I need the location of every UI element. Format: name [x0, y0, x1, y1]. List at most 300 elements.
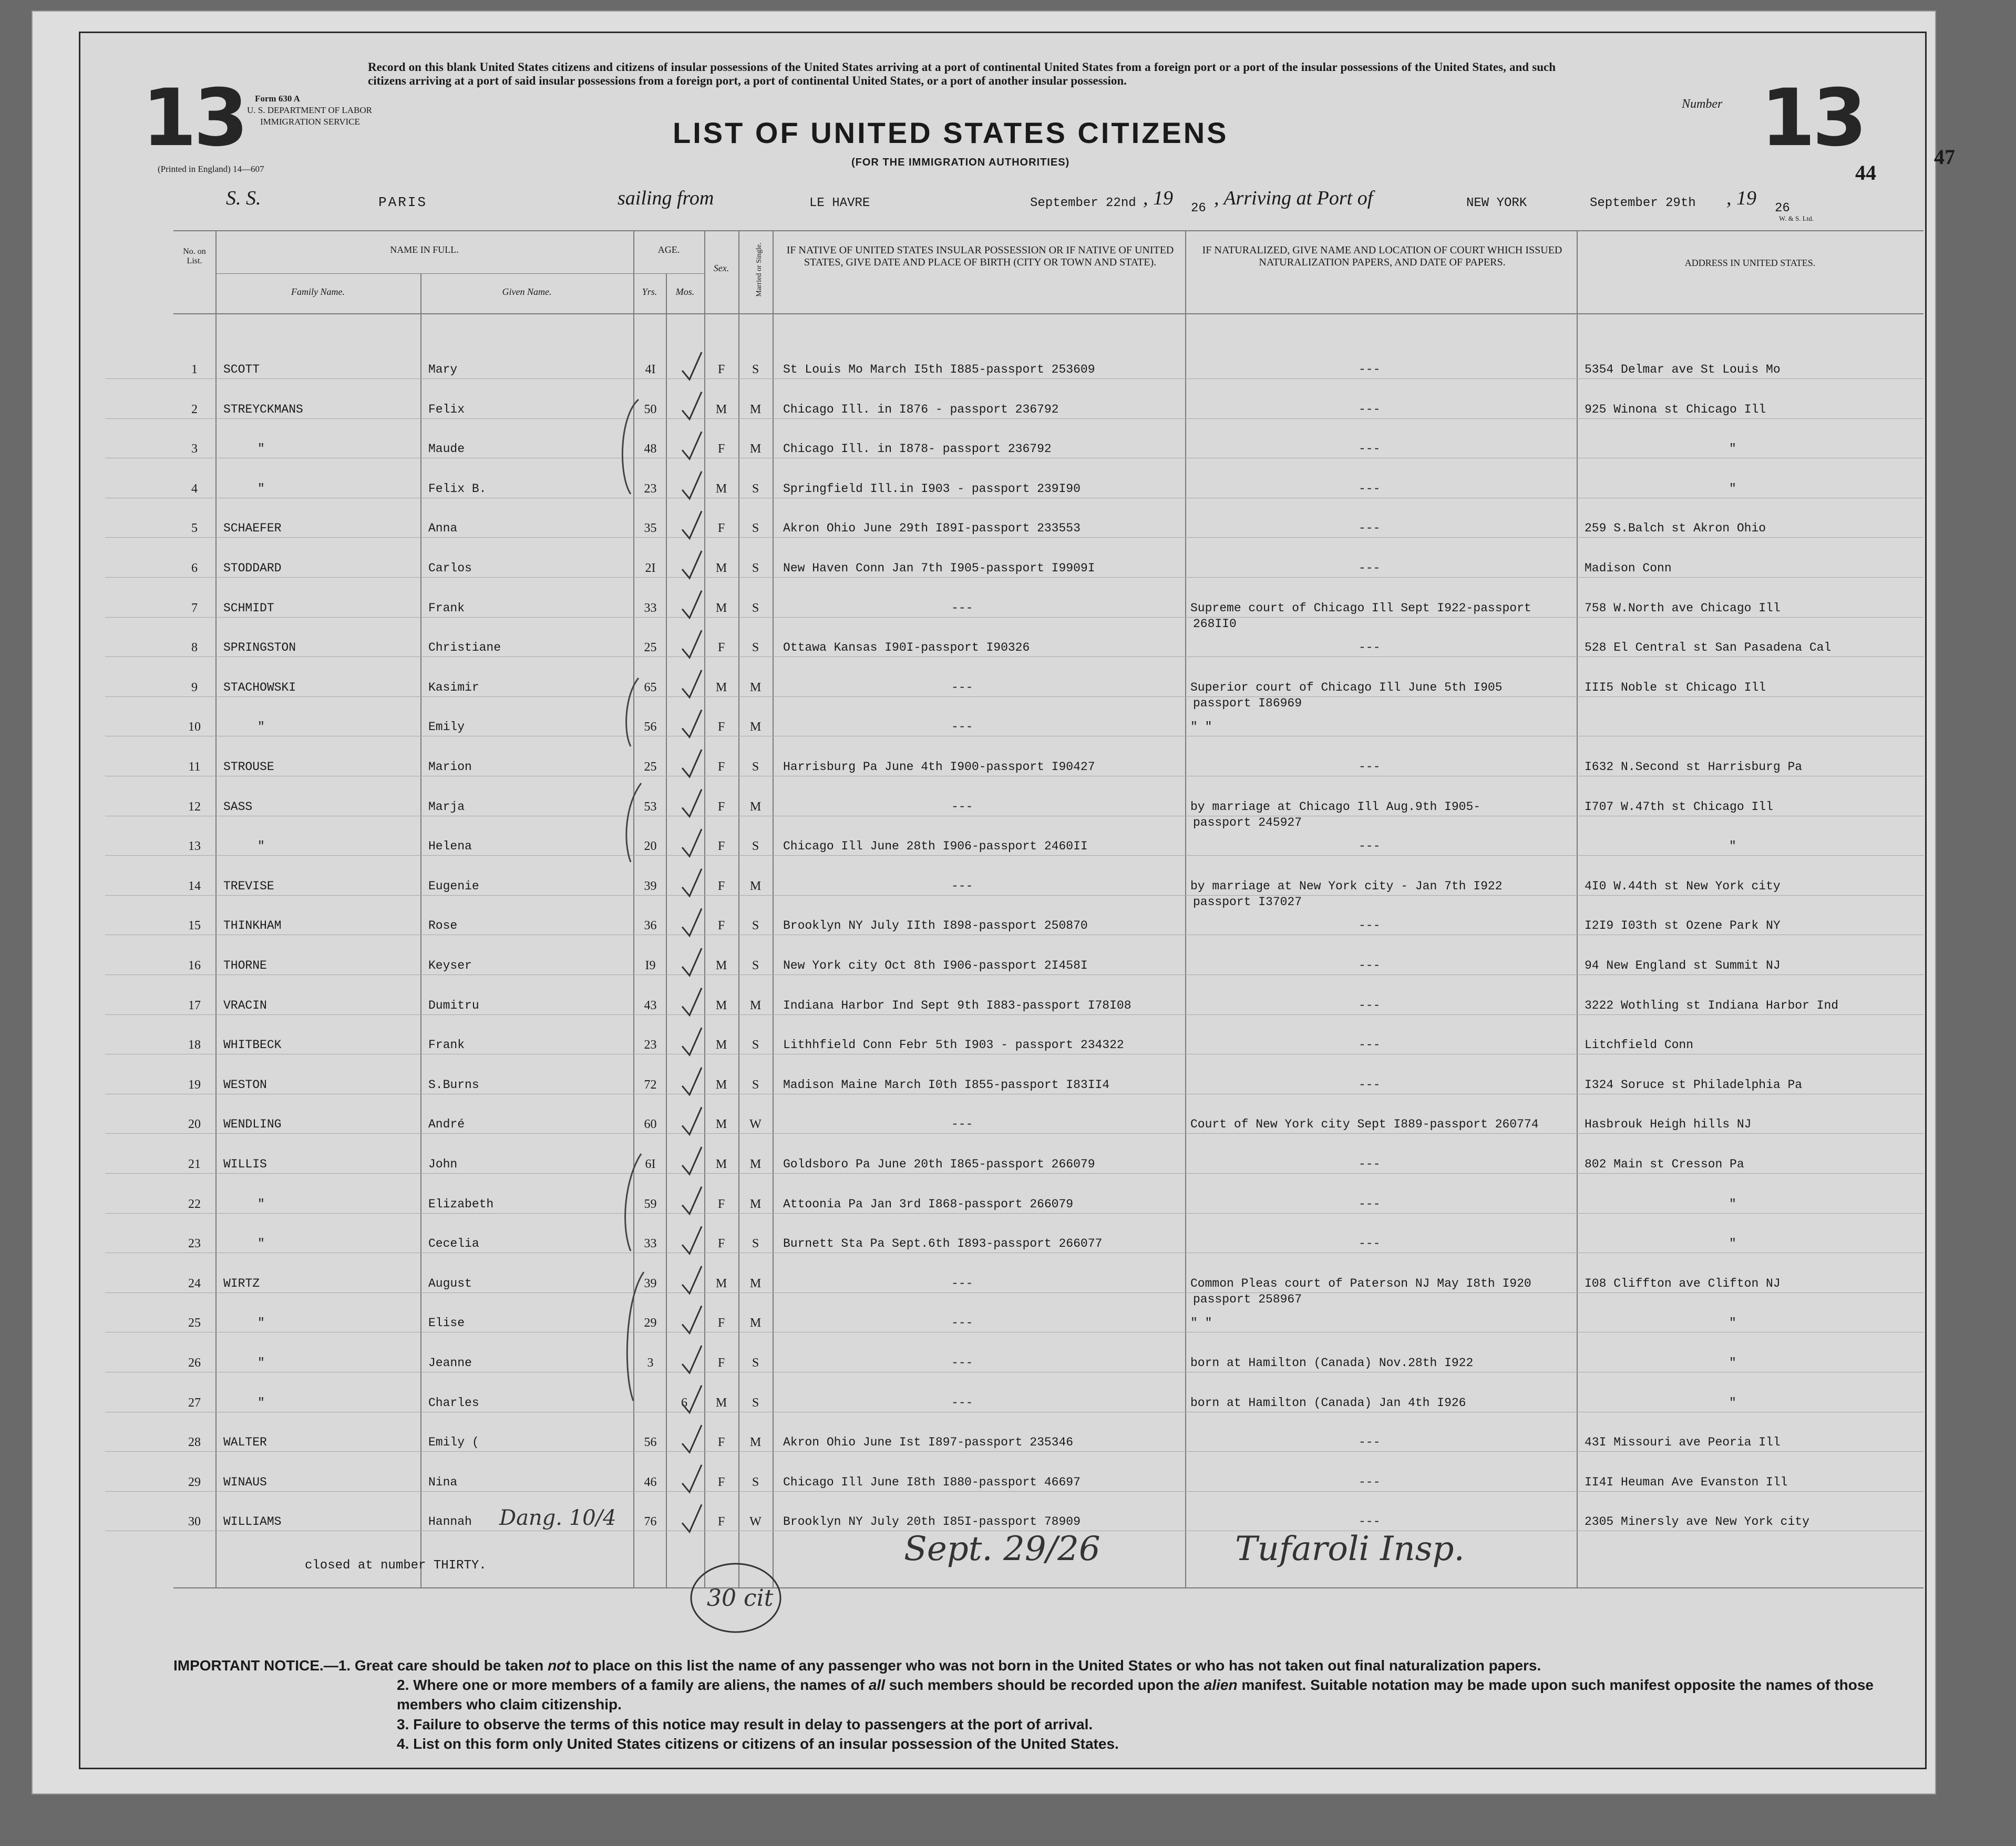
cell-yrs: 6I — [645, 1157, 656, 1171]
cell-no: 17 — [188, 998, 201, 1012]
cell-given: Elizabeth — [428, 1197, 494, 1211]
check-mark — [682, 988, 702, 1016]
cell-family: TREVISE — [223, 879, 274, 893]
cell-addr: I707 W.47th st Chicago Ill — [1585, 799, 1773, 814]
cell-addr: " — [1729, 1356, 1736, 1370]
cell-sex: M — [715, 1276, 727, 1290]
cell-addr: II4I Heuman Ave Evanston Ill — [1585, 1475, 1788, 1489]
cell-nat1: " " — [1190, 1316, 1212, 1330]
cell-addr: Hasbrouk Heigh hills NJ — [1585, 1117, 1752, 1132]
cell-ms: M — [749, 799, 762, 814]
cell-family: STREYCKMANS — [223, 402, 303, 416]
cell-addr: " — [1729, 1316, 1736, 1330]
cell-sex: F — [717, 919, 725, 933]
cell-sex: F — [717, 1515, 725, 1529]
cell-addr: 43I Missouri ave Peoria Ill — [1585, 1435, 1781, 1450]
cell-given: Felix — [428, 402, 465, 416]
cell-given: Emily — [428, 720, 465, 734]
important-notice — [173, 1656, 1924, 1753]
cell-nat1: Common Pleas court of Paterson NJ May I8th I920 — [1190, 1276, 1531, 1290]
cell-family: SPRINGSTON — [223, 641, 296, 655]
cell-no: 25 — [188, 1316, 201, 1330]
cell-sex: F — [717, 879, 725, 893]
cell-native: Madison Maine March I0th I855-passport I83II4 — [783, 1078, 1110, 1092]
col-header-sex: Sex. — [713, 263, 729, 273]
cell-addr: " — [1729, 481, 1736, 496]
cell-addr: 259 S.Balch st Akron Ohio — [1585, 521, 1766, 536]
cell-given: Nina — [428, 1475, 458, 1489]
cell-nat1: --- — [1359, 1157, 1381, 1171]
cell-given: S.Burns — [428, 1078, 479, 1092]
form-number-left: 13 — [142, 73, 245, 164]
check-mark — [682, 1187, 702, 1214]
cell-yrs: 36 — [644, 919, 657, 933]
cell-nat1: --- — [1359, 1038, 1381, 1052]
cell-sex: F — [717, 799, 725, 814]
cell-no: 1 — [191, 363, 198, 376]
cell-nat1: --- — [1359, 1237, 1381, 1251]
cell-family: THINKHAM — [223, 919, 282, 933]
cell-addr: " — [1729, 839, 1736, 854]
check-mark — [682, 908, 702, 936]
cell-sex: M — [715, 481, 727, 496]
cell-given: Keyser — [428, 959, 472, 972]
cell-family: SCHAEFER — [223, 521, 282, 536]
col-header-mos: Mos. — [675, 286, 695, 297]
check-mark — [682, 869, 702, 896]
cell-yrs: 33 — [644, 1237, 657, 1251]
cell-native: --- — [951, 799, 973, 814]
cell-ms: S — [752, 1396, 759, 1410]
cell-given: John — [428, 1157, 458, 1171]
cell-ms: S — [752, 601, 759, 615]
cell-family: THORNE — [223, 959, 267, 972]
cell-sex: F — [717, 1197, 725, 1211]
cell-no: 5 — [191, 521, 198, 536]
cell-family: " — [258, 442, 265, 456]
cell-no: 19 — [188, 1078, 201, 1092]
col-header-yrs: Yrs. — [642, 286, 657, 297]
cell-sex: F — [717, 641, 725, 655]
cell-family: SASS — [223, 799, 253, 814]
year-prefix-2: , 19 — [1726, 187, 1756, 209]
cell-native: --- — [951, 1356, 973, 1370]
cell-nat2: passport I86969 — [1193, 696, 1302, 710]
cell-yrs: I9 — [645, 959, 656, 972]
notice-2b: all — [868, 1677, 885, 1694]
cell-ms: M — [749, 1435, 762, 1450]
cell-native: Goldsboro Pa June 20th I865-passport 266079 — [783, 1157, 1095, 1171]
cell-yrs: 72 — [644, 1078, 657, 1092]
cell-sex: M — [715, 1157, 727, 1171]
cell-sex: M — [715, 680, 727, 694]
cell-addr: 528 El Central st San Pasadena Cal — [1585, 641, 1832, 655]
notice-1c: to place on this list the name of any passenger who was not born in the United States or who has not taken out final naturalization papers. — [570, 1657, 1541, 1674]
cell-yrs: 29 — [644, 1316, 657, 1330]
cell-addr: Madison Conn — [1585, 561, 1672, 575]
handwritten-date: Sept. 29/26 — [904, 1530, 1100, 1568]
cell-addr: I2I9 I03th st Ozene Park NY — [1585, 919, 1781, 933]
printed-label: (Printed in England) 14—607 — [158, 164, 264, 174]
cell-ms: M — [749, 1316, 762, 1330]
notice-2c: such members should be recorded upon the — [885, 1677, 1204, 1694]
cell-native: Chicago Ill. in I876 - passport 236792 — [783, 402, 1059, 416]
cell-no: 13 — [188, 839, 201, 854]
cell-nat1: --- — [1359, 760, 1381, 774]
cell-ms: S — [752, 1356, 759, 1370]
cell-nat1: --- — [1359, 561, 1381, 575]
handwritten-count: 30 cit — [707, 1585, 774, 1612]
cell-yrs: 25 — [644, 760, 657, 774]
cell-no: 14 — [188, 879, 201, 893]
cell-no: 30 — [188, 1515, 201, 1529]
cell-sex: F — [717, 1316, 725, 1330]
handwritten-note: Dang. 10/4 — [499, 1506, 616, 1530]
cell-given: Maude — [428, 442, 465, 456]
cell-yrs: 43 — [644, 998, 657, 1012]
cell-ms: S — [752, 1475, 759, 1489]
cell-sex: F — [717, 1356, 725, 1370]
cell-no: 29 — [188, 1475, 201, 1489]
cell-nat1: by marriage at New York city - Jan 7th I922 — [1190, 879, 1503, 893]
cell-given: Jeanne — [428, 1356, 472, 1370]
cell-nat1: --- — [1359, 402, 1381, 416]
cell-ms: M — [749, 402, 762, 416]
cell-given: Elise — [428, 1316, 465, 1330]
check-mark — [682, 1425, 702, 1452]
cell-no: 4 — [191, 481, 198, 496]
cell-given: Frank — [428, 1038, 465, 1052]
cell-yrs: 53 — [644, 799, 657, 814]
cell-native: Chicago Ill June 28th I906-passport 2460II — [783, 839, 1088, 854]
cell-no: 7 — [191, 601, 198, 615]
cell-addr: 3222 Wothling st Indiana Harbor Ind — [1585, 998, 1839, 1012]
service-label: IMMIGRATION SERVICE — [260, 117, 360, 127]
cell-ms: W — [749, 1117, 762, 1132]
cell-family: STROUSE — [223, 760, 274, 774]
cell-ms: S — [752, 1078, 759, 1092]
cell-yrs: 23 — [644, 1038, 657, 1052]
cell-ms: S — [752, 839, 759, 854]
sailing-label: sailing from — [618, 187, 714, 209]
check-mark — [682, 511, 702, 538]
col-header-age: AGE. — [657, 244, 680, 255]
cell-sex: M — [715, 959, 727, 972]
cell-family: WILLIAMS — [223, 1515, 282, 1529]
form-title: LIST OF UNITED STATES CITIZENS — [673, 116, 1229, 149]
form-subtitle: (FOR THE IMMIGRATION AUTHORITIES) — [851, 157, 1070, 168]
cell-family: WHITBECK — [223, 1038, 282, 1052]
cell-nat1: --- — [1359, 1078, 1381, 1092]
cell-yrs: 56 — [644, 720, 657, 734]
cell-native: Akron Ohio June Ist I897-passport 235346 — [783, 1435, 1074, 1450]
cell-addr: 2305 Minersly ave New York city — [1585, 1515, 1809, 1529]
cell-nat2: passport 245927 — [1193, 815, 1302, 829]
cell-nat1: --- — [1359, 1475, 1381, 1489]
check-mark — [682, 1465, 702, 1492]
cell-nat1: --- — [1359, 959, 1381, 972]
cell-sex: M — [715, 1078, 727, 1092]
notice-1a: 1. Great care should be taken — [338, 1657, 548, 1674]
cell-addr: 925 Winona st Chicago Ill — [1585, 402, 1766, 416]
cell-no: 18 — [188, 1038, 201, 1052]
cell-family: " — [258, 839, 265, 854]
cell-ms: M — [749, 442, 762, 456]
cell-native: New Haven Conn Jan 7th I905-passport I9909I — [783, 561, 1095, 575]
cell-family: VRACIN — [223, 998, 267, 1012]
cell-yrs: 39 — [644, 1276, 657, 1290]
year-2: 26 — [1775, 201, 1790, 216]
cell-ms: S — [752, 641, 759, 655]
check-mark — [682, 1306, 702, 1333]
cell-addr: 802 Main st Cresson Pa — [1585, 1157, 1744, 1171]
cell-addr: I632 N.Second st Harrisburg Pa — [1585, 760, 1803, 774]
cell-nat2: passport 258967 — [1193, 1292, 1302, 1306]
cell-given: Carlos — [428, 561, 472, 575]
cell-nat1: --- — [1359, 998, 1381, 1012]
cell-sex: F — [717, 363, 725, 376]
cell-nat1: born at Hamilton (Canada) Nov.28th I922 — [1190, 1356, 1474, 1370]
cell-yrs: 20 — [644, 839, 657, 854]
check-mark — [682, 710, 702, 737]
cell-family: STACHOWSKI — [223, 680, 296, 694]
cell-no: 11 — [188, 760, 201, 774]
cell-ms: S — [752, 481, 759, 496]
cell-given: Dumitru — [428, 998, 479, 1012]
cell-native: Chicago Ill June I8th I880-passport 46697 — [783, 1475, 1081, 1489]
cell-given: Helena — [428, 839, 472, 854]
cell-sex: F — [717, 839, 725, 854]
cell-no: 21 — [188, 1157, 201, 1171]
cell-addr: " — [1729, 1237, 1736, 1251]
cell-sex: F — [717, 1475, 725, 1489]
cell-sex: M — [715, 561, 727, 575]
cell-ms: S — [752, 1038, 759, 1052]
cell-native: --- — [951, 601, 973, 615]
cell-no: 2 — [191, 402, 198, 416]
notice-4: 4. List on this form only United States citizens or citizens of an insular possession of the United States. — [397, 1735, 1119, 1752]
cell-ms: W — [749, 1515, 762, 1529]
cell-sex: M — [715, 402, 727, 416]
cell-given: Felix B. — [428, 481, 487, 496]
cell-nat1: --- — [1359, 641, 1381, 655]
cell-family: " — [258, 1356, 265, 1370]
arrive-date: September 29th — [1590, 196, 1696, 210]
notice-1b: not — [548, 1657, 571, 1674]
check-mark — [682, 1504, 702, 1532]
cell-native: --- — [951, 680, 973, 694]
cell-no: 22 — [188, 1197, 201, 1211]
cell-no: 15 — [188, 919, 201, 933]
page-number-47: 47 — [1934, 145, 1955, 169]
cell-ms: M — [749, 1276, 762, 1290]
cell-given: August — [428, 1276, 472, 1290]
cell-nat1: --- — [1359, 1435, 1381, 1450]
cell-ms: M — [749, 879, 762, 893]
printer-mark: W. & S. Ltd. — [1779, 214, 1814, 222]
sail-date: September 22nd — [1030, 196, 1136, 210]
cell-ms: S — [752, 363, 759, 376]
cell-no: 20 — [188, 1117, 201, 1132]
cell-addr: " — [1729, 1396, 1736, 1410]
cell-given: Cecelia — [428, 1237, 479, 1251]
form-number-right: 13 — [1761, 73, 1864, 164]
col-header-given: Given Name. — [502, 286, 552, 297]
col-header-name: NAME IN FULL. — [390, 244, 459, 255]
cell-addr: 94 New England st Summit NJ — [1585, 959, 1781, 972]
cell-native: St Louis Mo March I5th I885-passport 253609 — [783, 363, 1095, 376]
check-mark — [682, 1107, 702, 1134]
cell-no: 16 — [188, 959, 201, 972]
cell-yrs: 2I — [645, 561, 656, 575]
from-port: LE HAVRE — [809, 196, 870, 210]
cell-yrs: 59 — [644, 1197, 657, 1211]
arriving-label: , Arriving at Port of — [1214, 187, 1373, 209]
cell-nat1: Superior court of Chicago Ill June 5th I905 — [1190, 680, 1503, 694]
cell-yrs: 23 — [644, 481, 657, 496]
check-mark — [682, 1386, 702, 1413]
cell-nat2: 268II0 — [1193, 617, 1237, 631]
notice-3: 3. Failure to observe the terms of this notice may result in delay to passengers at the port of arrival. — [397, 1716, 1093, 1732]
cell-yrs: 60 — [644, 1117, 657, 1132]
cell-nat2: passport I37027 — [1193, 895, 1302, 909]
check-mark — [682, 630, 702, 658]
cell-no: 23 — [188, 1237, 201, 1251]
page-number-44: 44 — [1855, 161, 1876, 184]
cell-family: WALTER — [223, 1435, 267, 1450]
cell-given: Mary — [428, 363, 458, 376]
cell-ms: M — [749, 720, 762, 734]
cell-native: Indiana Harbor Ind Sept 9th I883-passport I78I08 — [783, 998, 1132, 1012]
cell-sex: F — [717, 1237, 725, 1251]
cell-nat1: --- — [1359, 1197, 1381, 1211]
cell-yrs: 3 — [647, 1356, 654, 1370]
cell-native: --- — [951, 1276, 973, 1290]
cell-no: 9 — [191, 680, 198, 694]
cell-addr: Litchfield Conn — [1585, 1038, 1694, 1052]
cell-no: 6 — [191, 561, 198, 575]
cell-family: " — [258, 1197, 265, 1211]
check-mark — [682, 1346, 702, 1373]
cell-native: Chicago Ill. in I878- passport 236792 — [783, 442, 1052, 456]
cell-nat1: born at Hamilton (Canada) Jan 4th I926 — [1190, 1396, 1466, 1410]
to-port: NEW YORK — [1466, 196, 1527, 210]
cell-native: New York city Oct 8th I906-passport 2I458I — [783, 959, 1088, 972]
cell-native: Lithhfield Conn Febr 5th I903 - passport 234322 — [783, 1038, 1124, 1052]
col-header-native: IF NATIVE OF UNITED STATES INSULAR POSSESSION OR IF NATIVE OF UNITED STATES, GIVE DATE AND PLACE OF BIRTH (CITY OR TOWN AND STATE). — [786, 244, 1174, 268]
cell-addr: 4I0 W.44th st New York city — [1585, 879, 1781, 893]
cell-no: 28 — [188, 1435, 201, 1450]
col-header-no: No. on List. — [183, 247, 206, 266]
cell-native: --- — [951, 1396, 973, 1410]
cell-addr: 758 W.North ave Chicago Ill — [1585, 601, 1781, 615]
cell-sex: M — [715, 601, 727, 615]
col-header-naturalized: IF NATURALIZED, GIVE NAME AND LOCATION OF COURT WHICH ISSUED NATURALIZATION PAPERS, AND DATE OF PAPERS. — [1202, 244, 1562, 268]
check-mark — [682, 1028, 702, 1055]
number-label: Number — [1682, 97, 1723, 111]
check-mark — [682, 1266, 702, 1294]
cell-family: SCHMIDT — [223, 601, 274, 615]
cell-native: Burnett Sta Pa Sept.6th I893-passport 266077 — [783, 1237, 1103, 1251]
cell-addr: III5 Noble st Chicago Ill — [1585, 680, 1766, 694]
cell-family: " — [258, 1396, 265, 1410]
check-mark — [682, 551, 702, 578]
cell-addr: 5354 Delmar ave St Louis Mo — [1585, 363, 1781, 376]
cell-yrs: 50 — [644, 402, 657, 416]
check-mark — [682, 789, 702, 817]
cell-given: Kasimir — [428, 680, 479, 694]
cell-yrs: 46 — [644, 1475, 657, 1489]
cell-sex: F — [717, 442, 725, 456]
cell-nat1: --- — [1359, 481, 1381, 496]
cell-yrs: 39 — [644, 879, 657, 893]
cell-ms: S — [752, 561, 759, 575]
cell-nat1: Court of New York city Sept I889-passport 260774 — [1190, 1117, 1539, 1132]
cell-sex: M — [715, 1038, 727, 1052]
cell-family: WENDLING — [223, 1117, 282, 1132]
cell-native: --- — [951, 1117, 973, 1132]
notice-2d: alien — [1204, 1677, 1238, 1694]
cell-given: Hannah — [428, 1515, 472, 1529]
cell-no: 8 — [191, 641, 198, 655]
cell-sex: M — [715, 998, 727, 1012]
cell-given: Marja — [428, 799, 465, 814]
cell-given: Rose — [428, 919, 458, 933]
cell-given: Emily ( — [428, 1435, 479, 1450]
cell-mos: 6 — [681, 1396, 687, 1410]
department-label: U. S. DEPARTMENT OF LABOR — [247, 105, 372, 115]
cell-addr: " — [1729, 1197, 1736, 1211]
header-instructions: Record on this blank United States citizens and citizens of insular possessions of the United States arriving at a port of continental United States from a foreign port or a port of the insular possessions of the United States, and such citizens arriving at a port of said insular possessions from a foreign port, a port of continental United States, or a port of another insular possession. — [368, 60, 1556, 88]
handwritten-signature: Tufaroli Insp. — [1235, 1530, 1465, 1568]
cell-no: 24 — [188, 1276, 201, 1290]
check-mark — [682, 829, 702, 856]
year-prefix-1: , 19 — [1143, 187, 1173, 209]
cell-sex: F — [717, 760, 725, 774]
cell-no: 3 — [191, 442, 198, 456]
cell-given: Frank — [428, 601, 465, 615]
check-mark — [682, 471, 702, 499]
check-mark — [682, 432, 702, 459]
cell-given: Anna — [428, 521, 458, 536]
cell-sex: M — [715, 1396, 727, 1410]
cell-family: " — [258, 1316, 265, 1330]
cell-ms: S — [752, 919, 759, 933]
cell-family: SCOTT — [223, 363, 260, 376]
cell-sex: F — [717, 720, 725, 734]
check-mark — [682, 591, 702, 618]
cell-addr: " — [1729, 442, 1736, 456]
cell-family: " — [258, 720, 265, 734]
cell-native: Attoonia Pa Jan 3rd I868-passport 266079 — [783, 1197, 1074, 1211]
ship-name: PARIS — [378, 194, 428, 210]
cell-native: --- — [951, 720, 973, 734]
cell-addr: I08 Cliffton ave Clifton NJ — [1585, 1276, 1781, 1290]
cell-family: STODDARD — [223, 561, 282, 575]
cell-given: Marion — [428, 760, 472, 774]
cell-native: Ottawa Kansas I90I-passport I90326 — [783, 641, 1030, 655]
cell-nat1: --- — [1359, 1515, 1381, 1529]
year-1: 26 — [1191, 201, 1206, 216]
cell-ms: S — [752, 760, 759, 774]
cell-native: Springfield Ill.in I903 - passport 239I90 — [783, 481, 1081, 496]
cell-native: Brooklyn NY July IIth I898-passport 250870 — [783, 919, 1088, 933]
cell-native: Brooklyn NY July 20th I85I-passport 78909 — [783, 1515, 1081, 1529]
cell-ms: M — [749, 998, 762, 1012]
check-mark — [682, 352, 702, 380]
check-mark — [682, 750, 702, 777]
cell-given: Charles — [428, 1396, 479, 1410]
